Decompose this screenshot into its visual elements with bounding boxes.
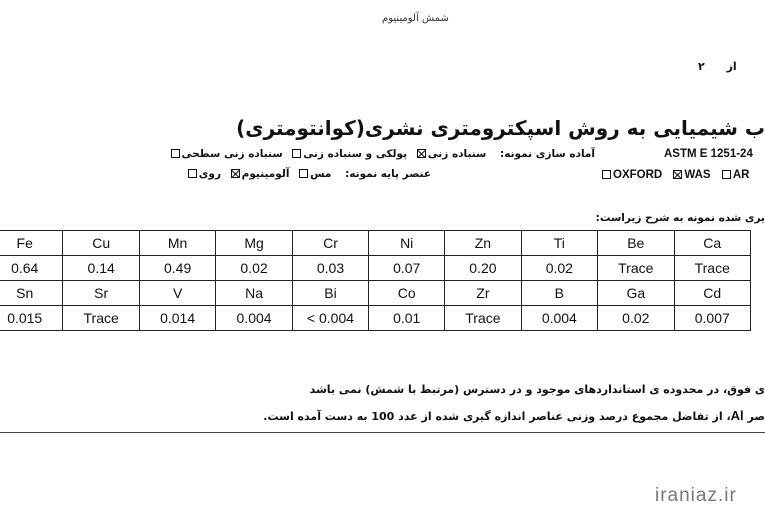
table-cell: 0.015	[0, 306, 63, 331]
table-cell: Zr	[445, 281, 521, 306]
table-cell: Sr	[63, 281, 139, 306]
table-cell: Be	[598, 231, 674, 256]
sample-prep-option-3: سنباده زنی سطحی	[181, 148, 283, 160]
table-cell: 0.49	[139, 256, 215, 281]
table-cell: Trace	[674, 256, 750, 281]
table-cell: 0.01	[369, 306, 445, 331]
base-element-checkbox-2[interactable]	[231, 169, 240, 178]
table-cell: Fe	[0, 231, 63, 256]
base-element-checkbox-3[interactable]	[188, 169, 197, 178]
instrument-options	[600, 169, 749, 181]
table-cell: 0.14	[63, 256, 139, 281]
table-row-values-2	[0, 306, 751, 331]
table-row-elements-2	[0, 281, 751, 306]
sample-prep-checkbox-1[interactable]	[417, 149, 426, 158]
table-cell: Trace	[63, 306, 139, 331]
table-cell: Bi	[292, 281, 368, 306]
instrument-checkbox-ar[interactable]	[722, 170, 731, 179]
table-cell: 0.20	[445, 256, 521, 281]
table-cell: 0.02	[521, 256, 597, 281]
base-element-label: عنصر پایه نمونه:	[345, 168, 431, 180]
note-line-1: ی فوق، در محدوده ی استانداردهای موجود و در دسترس (مرتبط با شمش) نمی باشد	[309, 383, 765, 396]
table-cell: Ni	[369, 231, 445, 256]
table-cell: 0.007	[674, 306, 750, 331]
table-cell: 0.02	[598, 306, 674, 331]
table-cell: < 0.004	[292, 306, 368, 331]
note-line-2	[263, 408, 765, 423]
page-total: ۲	[698, 60, 705, 73]
base-element-option-1: مس	[310, 168, 332, 180]
sample-prep-option-2: پولکی و سنباده زنی	[303, 148, 408, 160]
table-cell: 0.014	[139, 306, 215, 331]
base-element-row	[186, 168, 431, 180]
instrument-checkbox-oxford[interactable]	[602, 170, 611, 179]
instrument-label-ar: AR	[732, 169, 750, 181]
table-cell: B	[521, 281, 597, 306]
table-cell: Sn	[0, 281, 63, 306]
table-cell: V	[139, 281, 215, 306]
sample-prep-checkbox-3[interactable]	[171, 149, 180, 158]
table-row-values-1	[0, 256, 751, 281]
table-intro: یری شده نمونه به شرح زیراست:	[595, 212, 765, 224]
top-caption: شمش آلومینیوم	[382, 13, 449, 24]
table-cell: 0.64	[0, 256, 63, 281]
table-cell: Trace	[445, 306, 521, 331]
note-line-2-element: Al	[730, 408, 744, 423]
table-cell: 0.03	[292, 256, 368, 281]
table-cell: Ga	[598, 281, 674, 306]
results-table	[0, 230, 751, 331]
watermark-text: iraniaz.ir	[655, 485, 737, 506]
table-cell: Cd	[674, 281, 750, 306]
table-cell: Cu	[63, 231, 139, 256]
table-cell: Na	[216, 281, 292, 306]
base-element-option-3: روی	[198, 168, 221, 180]
page-of-label: از	[726, 60, 737, 73]
page-of	[698, 60, 737, 73]
instrument-label-was: WAS	[684, 169, 711, 181]
divider-line	[0, 432, 765, 433]
table-cell: Cr	[292, 231, 368, 256]
base-element-option-2: آلومینیوم	[241, 168, 290, 180]
table-cell: 0.004	[521, 306, 597, 331]
instrument-label-oxford: OXFORD	[613, 169, 663, 181]
table-cell: Co	[369, 281, 445, 306]
note-line-2-prefix: صر	[747, 410, 765, 423]
table-cell: Mn	[139, 231, 215, 256]
sample-prep-row	[169, 148, 595, 160]
sample-prep-label: آماده سازی نمونه:	[500, 148, 595, 160]
table-cell: Trace	[598, 256, 674, 281]
table-row-elements-1	[0, 231, 751, 256]
sample-prep-option-1: سنباده زنی	[427, 148, 487, 160]
standard-code: ASTM E 1251-24	[664, 148, 753, 160]
note-line-2-rest: ، از تفاضل مجموع درصد وزنی عناصر اندازه گیری شده از عدد 100 به دست آمده است.	[263, 410, 731, 423]
table-cell: 0.07	[369, 256, 445, 281]
page-title: ب شیمیایی به روش اسپکترومتری نشری(کوانتومتری)	[236, 116, 765, 140]
table-cell: Ca	[674, 231, 750, 256]
table-cell: 0.004	[216, 306, 292, 331]
instrument-checkbox-was[interactable]	[673, 170, 682, 179]
base-element-checkbox-1[interactable]	[299, 169, 308, 178]
table-cell: Ti	[521, 231, 597, 256]
table-cell: Mg	[216, 231, 292, 256]
sample-prep-checkbox-2[interactable]	[292, 149, 301, 158]
table-cell: 0.02	[216, 256, 292, 281]
table-cell: Zn	[445, 231, 521, 256]
